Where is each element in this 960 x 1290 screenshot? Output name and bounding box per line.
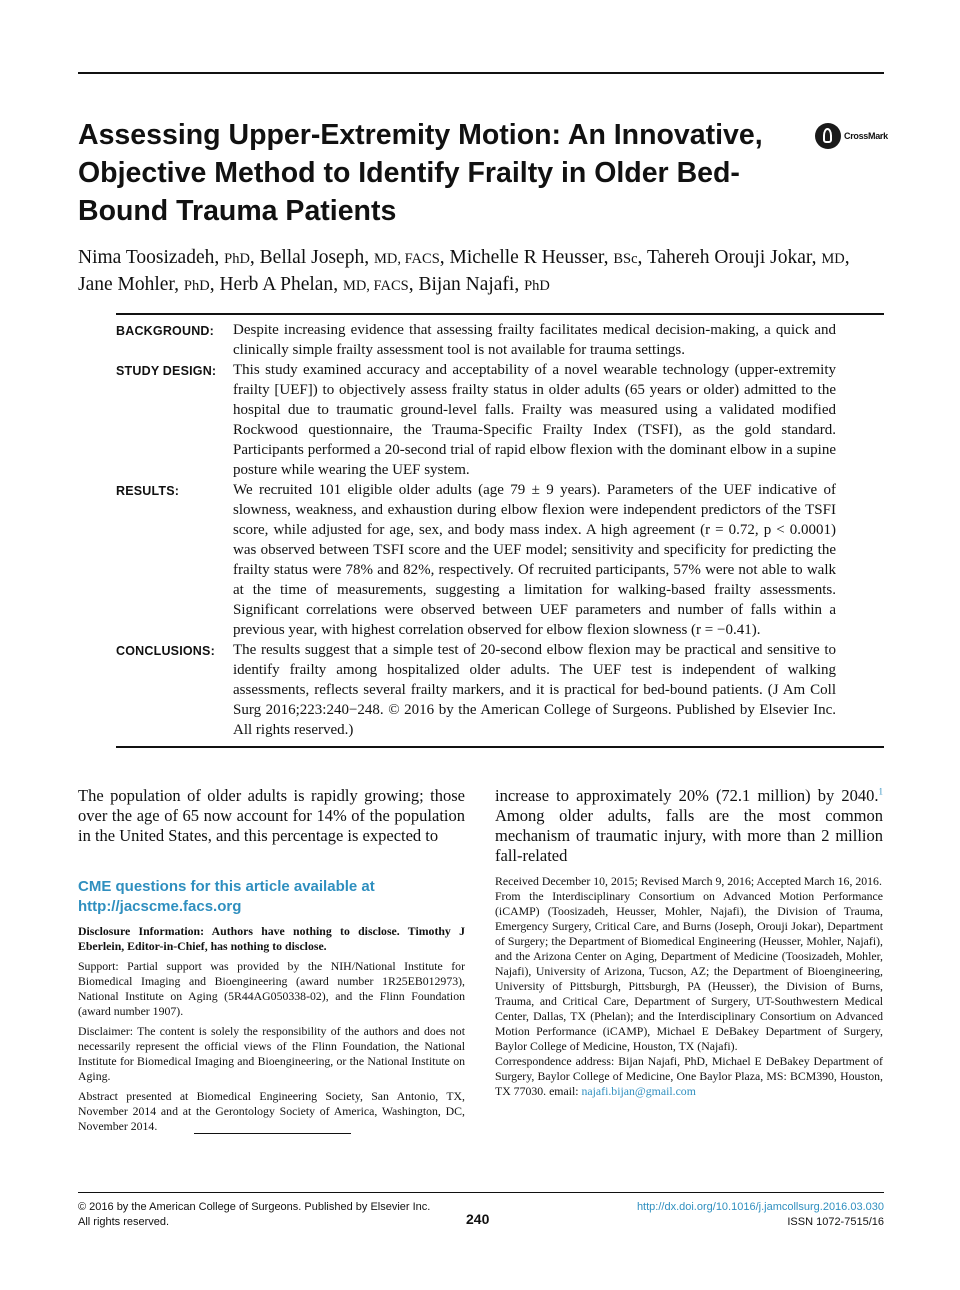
issn: ISSN 1072-7515/16 [787, 1216, 884, 1228]
abstract-background [116, 320, 836, 360]
footnotes-left [78, 924, 465, 1139]
footer-rule [78, 1192, 884, 1193]
abstract-text: We recruited 101 eligible older adults (age 79 ± 9 years). Parameters of the UEF indicative of slowness, weakness, and exhaustion during elbow flexion were independent predictors of the TSFI score, while adjusted for age, sex, and body mass index. A high agreement (r = 0.72, p < 0.0001) was observed between TSFI score and the UEF model; sensitivity and specificity for predicting the frailty status were 78% and 82%, respectively. Of recruited participants, 57% were not able to walk at the time of measurements, suggesting a limitation for walking-based frailty assessments. Significant correlations were observed between UEF parameters and number of falls within a previous year, with highest correlation observed for elbow flexion slowness (r = −0.41). [233, 482, 836, 638]
abstract-results [116, 480, 836, 640]
email-link[interactable]: najafi.bijan@gmail.com [581, 1084, 696, 1098]
abstract-text: Despite increasing evidence that assessing frailty facilitates medical decision-making, a quick and clinically simple frailty assessment tool is not available for trauma settings. [233, 322, 836, 358]
footer-rights: All rights reserved. [78, 1216, 170, 1228]
footnote-rule [194, 1133, 351, 1134]
abstract-presented-note: Abstract presented at Biomedical Engineering Society, San Antonio, TX, November 2014 and at the Gerontology Society of America, Washington, DC, November 2014. [78, 1089, 465, 1133]
footnotes-right [495, 874, 883, 1099]
body-column-left: The population of older adults is rapidly growing; those over the age of 65 now account for 14% of the population in the United States, and this percentage is expected to [78, 786, 465, 845]
disclaimer-note: Disclaimer: The content is solely the responsibility of the authors and does not necessarily represent the official views of the Flinn Foundation, the National Institute for Biomedical Imaging and Bioengineering, or the National Institute on Aging. [78, 1024, 465, 1083]
cme-text: CME questions for this article available at [78, 878, 375, 895]
crossmark-badge[interactable] [815, 121, 895, 151]
received-note: Received December 10, 2015; Revised March 9, 2016; Accepted March 16, 2016. [495, 874, 882, 888]
footer-left [78, 1200, 478, 1230]
doi-link[interactable]: http://dx.doi.org/10.1016/j.jamcollsurg.2016.03.030 [636, 1201, 884, 1213]
abstract-label: CONCLUSIONS: [116, 644, 215, 658]
abstract-label: RESULTS: [116, 484, 180, 498]
abstract-label: STUDY DESIGN: [116, 364, 217, 378]
body-column-right: increase to approximately 20% (72.1 million) by 2040.$^1$ Among older adults, falls are the most common mechanism of traumatic injury, with more than 2 million fall-related [495, 786, 883, 865]
crossmark-icon [815, 123, 841, 149]
crossmark-label: CrossMark [844, 131, 888, 141]
author: Herb A Phelan, MD, FACS, [219, 274, 419, 295]
abstract-text: The results suggest that a simple test of 20-second elbow flexion may be practical and sensitive to identify frailty among hospitalized older adults. The UEF test is independent of walking assessments, reflects several frailty markers, and it is practical for bed-bound patients. (J Am Coll Surg 2016;223:240−248. © 2016 by the American College of Surgeons. Published by Elsevier Inc. All rights reserved.) [233, 642, 836, 738]
abstract-study-design [116, 360, 836, 480]
author-list [78, 245, 888, 299]
top-rule [78, 72, 884, 74]
page-number: 240 [466, 1211, 490, 1227]
disclosure-note: Disclosure Information: Authors have nothing to disclose. Timothy J Eberlein, Editor-in-Chief, has nothing to disclose. [78, 924, 465, 953]
author: Bellal Joseph, MD, FACS, [259, 247, 450, 268]
abstract-text: This study examined accuracy and acceptability of a novel wearable technology (upper-extremity frailty [UEF]) to objectively assess frailty status in older adults (65 years or older) admitted to the hospital due to traumatic ground-level falls. Frailty was measured using a validated modified Rockwood questionnaire, the Trauma-Specific Frailty Index (TSFI), as the gold standard. Participants performed a 20-second trial of rapid elbow flexion with the dominant elbow in a supine posture while wearing the UEF system. [233, 362, 836, 478]
affiliations-note: From the Interdisciplinary Consortium on Advanced Motion Performance (iCAMP) (Toosizadeh, Heusser, Mohler, Najafi), the Division of Trauma, Emergency Surgery, Critical Care, and Burns (Joseph, Orouji Jokar), Department of Surgery; the Department of Biomedical Engineering (Heusser, Mohler, Najafi), and the Arizona Center on Aging, Department of Medicine (Toosizadeh, Mohler, Najafi), University of Arizona, Tucson, AZ; the Department of Bioengineering, University of Pittsburgh, Pittsburgh, PA (Heusser), the Division of Burns, Trauma, and Critical Care, Department of Surgery, UT-Southwestern Medical Center, Dallas, TX (Phelan); and the Interdisciplinary Consortium on Advanced Motion Performance (iCAMP), Michael E DeBakey Department of Surgery, Baylor College of Medicine, Houston, TX (Najafi). [495, 889, 883, 1053]
footer-copyright: © 2016 by the American College of Surgeons. Published by Elsevier Inc. [78, 1201, 431, 1213]
support-note: Support: Partial support was provided by the NIH/National Institute for Biomedical Imaging and Bioengineering (award number 1R25EB012973), National Institute on Aging (5R44AG050338-02), and the Flinn Foundation (award number 1907). [78, 959, 465, 1018]
abstract-label: BACKGROUND: [116, 324, 215, 338]
footer-right [560, 1200, 884, 1230]
author: Bijan Najafi, PhD [418, 274, 550, 295]
author: Tahereh Orouji Jokar, MD, [646, 247, 850, 268]
article-title: Assessing Upper-Extremity Motion: An Innovative, Objective Method to Identify Frailty in Older Bed-Bound Trauma Patients [78, 119, 763, 227]
author: Nima Toosizadeh, PhD, [78, 247, 260, 268]
author: Jane Mohler, PhD, [78, 274, 220, 295]
reference-link[interactable]: 1 [878, 786, 883, 797]
author: Michelle R Heusser, BSc, [449, 247, 647, 268]
abstract-bottom-rule [116, 746, 884, 748]
abstract-top-rule [116, 313, 884, 315]
cme-notice [78, 877, 408, 917]
cme-link[interactable]: http://jacscme.facs.org [78, 898, 242, 915]
abstract [116, 320, 836, 740]
correspondence-note: Correspondence address: Bijan Najafi, PhD, Michael E DeBakey Department of Surgery, Baylor College of Medicine, One Baylor Plaza, MS: BCM390, Houston, TX 77030. email: najafi.bijan@gmail.com [495, 1054, 883, 1098]
abstract-conclusions [116, 640, 836, 740]
